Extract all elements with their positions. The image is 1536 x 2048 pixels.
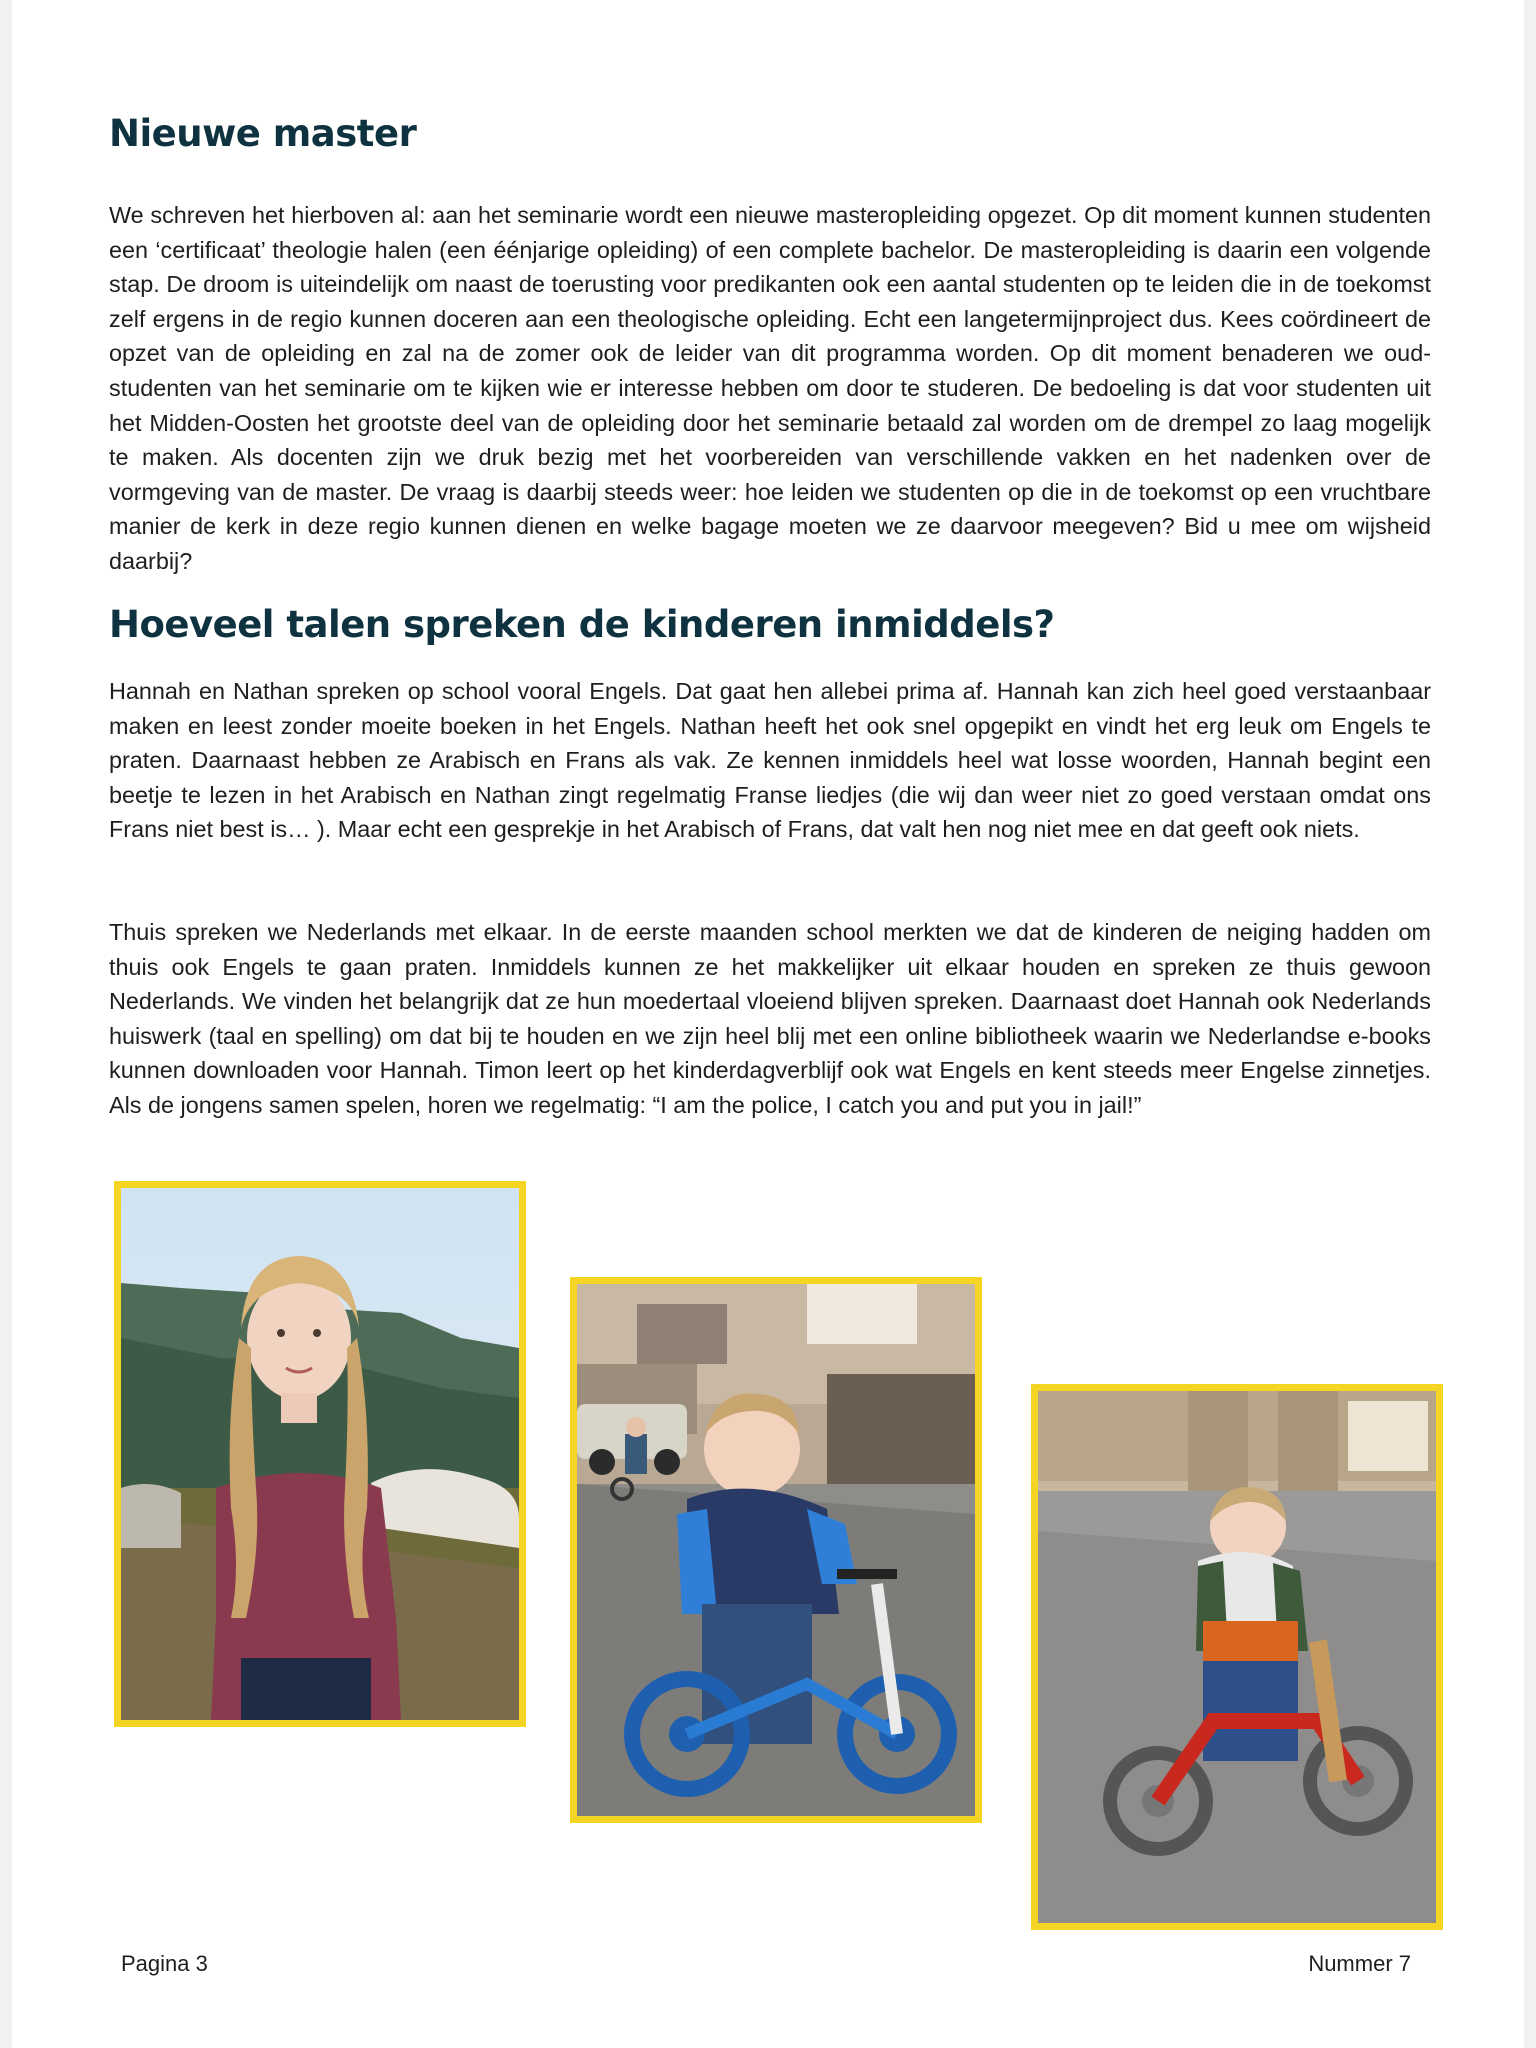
photo-girl-mountains xyxy=(114,1181,526,1727)
footer-issue-number: Nummer 7 xyxy=(1308,1951,1411,1976)
paragraph-home-language: Thuis spreken we Nederlands met elkaar. In de eerste maanden school merkten we dat de kinderen de neiging hadden om thuis ook Engels te gaan praten. Inmiddels kunnen ze het makkelijker uit elkaar houden en spreken ze thuis gewoon Nederlands. We vinden het belangrijk dat ze hun moedertaal vloeiend blijven spreken. Daarnaast doet Hannah ook Nederlands huiswerk (taal en spelling) om dat bij te houden en we zijn heel blij met een online bibliotheek waarin we Nederlandse e-books kunnen downloaden voor Hannah. Timon leert op het kinderdagverblijf ook wat Engels en kent steeds meer Engelse zinnetjes. Als de jongens samen spelen, horen we regelmatig: “I am the police, I catch you and put you in jail!” xyxy=(109,919,1431,1118)
photo-toddler-wooden-bike-image xyxy=(1038,1391,1436,1923)
photo-toddler-wooden-bike xyxy=(1031,1384,1443,1930)
heading-nieuwe-master: Nieuwe master xyxy=(109,112,417,155)
document-page xyxy=(12,0,1524,2048)
photo-boy-blue-bike-image xyxy=(577,1284,975,1816)
photo-boy-blue-bike xyxy=(570,1277,982,1823)
paragraph-school-languages: Hannah en Nathan spreken op school vooral Engels. Dat gaat hen allebei prima af. Hannah kan zich heel goed verstaanbaar maken en leest zonder moeite boeken in het Engels. Nathan heeft het ook snel opgepikt en vindt het erg leuk om Engels te praten. Daarnaast hebben ze Arabisch en Frans als vak. Ze kennen inmiddels heel wat losse woorden, Hannah begint een beetje te lezen in het Arabisch en Nathan zingt regelmatig Franse liedjes (die wij dan weer niet zo goed verstaan omdat ons Frans niet best is… ). Maar echt een gesprekje in het Arabisch of Frans, dat valt hen nog niet mee en dat geeft ook niets. xyxy=(109,678,1431,843)
heading-talen-kinderen: Hoeveel talen spreken de kinderen inmiddels? xyxy=(109,603,1055,646)
footer-page-number: Pagina 3 xyxy=(121,1951,208,1976)
paragraph-master: We schreven het hierboven al: aan het seminarie wordt een nieuwe masteropleiding opgezet. Op dit moment kunnen studenten een ‘certificaat’ theologie halen (een éénjarige opleiding) of een complete bachelor. De masteropleiding is daarin een volgende stap. De droom is uiteindelijk om naast de toerusting voor predikanten ook een aantal studenten op te leiden die in de toekomst zelf ergens in de regio kunnen doceren aan een theologische opleiding. Echt een langetermijnproject dus. Kees coördineert de opzet van de opleiding en zal na de zomer ook de leider van dit programma worden. Op dit moment benaderen we oud-studenten van het seminarie om te kijken wie er interesse hebben om door te studeren. De bedoeling is dat voor studenten uit het Midden-Oosten het grootste deel van de opleiding door het seminarie betaald zal worden om de drempel zo laag mogelijk te maken. Als docenten zijn we druk bezig met het voorbereiden van verschillende vakken en het nadenken over de vormgeving van de master. De vraag is daarbij steeds weer: hoe leiden we studenten op die in de toekomst op een vruchtbare manier de kerk in deze regio kunnen dienen en welke bagage moeten we ze daarvoor meegeven? Bid u mee om wijsheid daarbij? xyxy=(109,202,1431,574)
photo-girl-image xyxy=(121,1188,519,1720)
